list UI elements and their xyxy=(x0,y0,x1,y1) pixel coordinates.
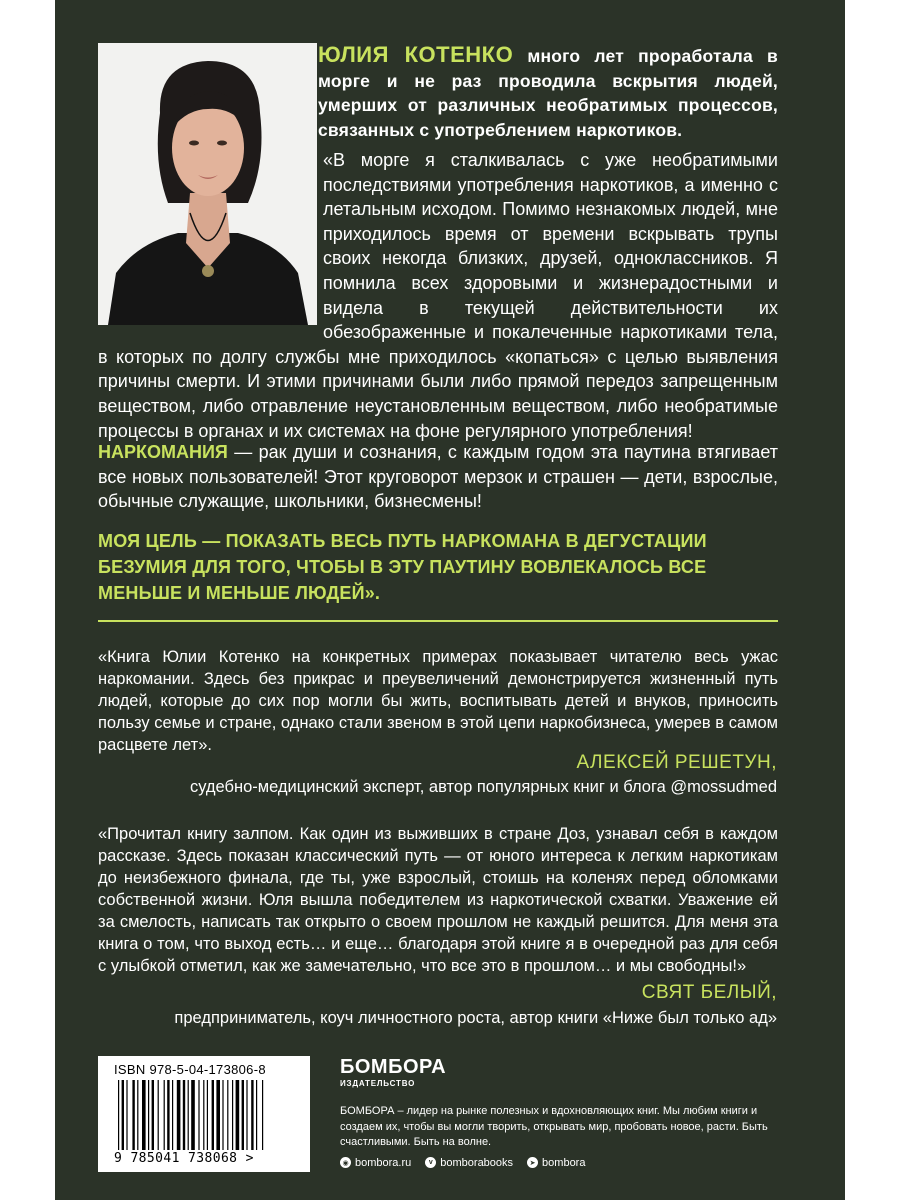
goal-statement: МОЯ ЦЕЛЬ — ПОКАЗАТЬ ВЕСЬ ПУТЬ НАРКОМАНА В ДЕГУСТАЦИИ БЕЗУМИЯ ДЛЯ ТОГО, ЧТОБЫ В ЭТУ ПАУТИНУ ВОВЛЕКАЛОСЬ ВСЕ МЕНЬШЕ И МЕНЬШЕ ЛЮДЕЙ». xyxy=(98,531,707,603)
author-intro xyxy=(318,43,778,142)
barcode-bar xyxy=(198,1080,199,1150)
barcode-bar xyxy=(207,1080,208,1150)
barcode-bar xyxy=(152,1080,154,1150)
barcode-bar xyxy=(158,1080,159,1150)
publisher-subtitle: ИЗДАТЕЛЬСТВО xyxy=(340,1079,416,1088)
barcode-digits: 9 785041 738068 > xyxy=(114,1151,254,1166)
barcode-box xyxy=(98,1056,310,1172)
vk-icon: v xyxy=(425,1157,436,1168)
barcode-bar xyxy=(191,1080,195,1150)
author-intro-text: много лет проработала в морге и не раз проводила вскрытия людей, умерших от различных необратимых процессов, связанных с употреблением наркотиков. xyxy=(318,46,778,140)
barcode-bar xyxy=(227,1080,228,1150)
divider xyxy=(98,620,778,622)
social-link-site[interactable] xyxy=(340,1157,411,1169)
barcode-bars xyxy=(114,1080,296,1150)
review-text: «Прочитал книгу залпом. Как один из выживших в стране Доз, узнавал себя в каждом рассказе. Здесь показан классический путь — от юного интереса к легким наркотикам до неизбежного финала, где ты, уже взрослый, стоишь на коленях перед обломками собственной жизни. Юля вышла победителем из наркотической схватки. Уважение ей за смелость, написать так открыто о своем прошлом не каждый решится. Для меня эта книга о том, что выход есть… и еще… благодаря этой книге я в очередной раз для себя с улыбкой отметил, как же замечательно, что все это в прошлом… и мы свободны!» xyxy=(98,825,778,975)
reviewer-role: судебно-медицинский эксперт, автор популярных книг и блога @mossudmed xyxy=(189,778,777,796)
barcode-bar xyxy=(164,1080,165,1150)
addiction-text: — рак души и сознания, с каждым годом эта паутина втягивает все новых пользователей! Этот круговорот мерзок и страшен — дети, взрослые, обычные служащие, школьники, бизнесмены! xyxy=(98,442,778,511)
social-label: bombora.ru xyxy=(355,1156,412,1169)
reviewer-role: предприниматель, коуч личностного роста, автор книги «Ниже был только ад» xyxy=(174,1009,777,1027)
reviewer-name: АЛЕКСЕЙ РЕШЕТУН, xyxy=(576,752,777,773)
barcode-bar xyxy=(256,1080,257,1150)
barcode-bar xyxy=(242,1080,244,1150)
barcode-bar xyxy=(216,1080,220,1150)
globe-icon: ◉ xyxy=(340,1157,351,1168)
reviewer-name: СВЯТ БЕЛЫЙ, xyxy=(641,982,777,1003)
barcode-bar xyxy=(222,1080,223,1150)
barcode-bar xyxy=(212,1080,214,1150)
barcode-bar xyxy=(251,1080,253,1150)
barcode-bar xyxy=(142,1080,146,1150)
barcode-bar xyxy=(177,1080,181,1150)
barcode-bar xyxy=(126,1080,127,1150)
publisher-block xyxy=(340,1056,780,1169)
social-link-telegram[interactable] xyxy=(527,1157,585,1169)
barcode-bar xyxy=(122,1080,124,1150)
barcode-bar xyxy=(203,1080,204,1150)
publisher-social-links xyxy=(340,1157,780,1169)
barcode-bar xyxy=(183,1080,185,1150)
barcode-bar xyxy=(232,1080,233,1150)
photo-wrap-spacer xyxy=(98,148,323,326)
author-name: ЮЛИЯ КОТЕНКО xyxy=(318,42,514,67)
telegram-icon: ➤ xyxy=(527,1157,538,1168)
author-quote xyxy=(98,148,778,443)
barcode-bar xyxy=(132,1080,134,1150)
barcode-bar xyxy=(188,1080,189,1150)
addiction-paragraph xyxy=(98,440,778,514)
barcode-bar xyxy=(148,1080,149,1150)
book-back-cover xyxy=(55,0,845,1200)
publisher-description: БОМБОРА – лидер на рынке полезных и вдохновляющих книг. Мы любим книги и создаем их, чтобы вы могли творить, открывать мир, пробовать новое, расти. Быть счастливыми. Быть на волне. xyxy=(340,1105,768,1148)
author-quote-text: «В морге я сталкивалась с уже необратимыми последствиями употребления наркотиков, а именно с летальным исходом. Помимо незнакомых людей, мне приходилось время от времени вскрывать трупы своих некогда близких, друзей, одноклассников. Я помнила всех здоровыми и жизнерадостными и видела в текущей действительности их обезображенные и покалеченные наркотиками тела, в которых по долгу службы мне приходилось «копаться» с целью выявления причины смерти. И этими причинами были либо прямой передоз запрещенным веществом, либо отравление неустановленным веществом, либо необратимые процессы в органах и их системах на фоне регулярного употребления! xyxy=(98,150,778,441)
barcode-bar xyxy=(246,1080,247,1150)
barcode-bar xyxy=(262,1080,263,1150)
barcode-bar xyxy=(236,1080,240,1150)
review-text: «Книга Юлии Котенко на конкретных примерах показывает читателю весь ужас наркомании. Здесь без прикрас и преувеличений демонстрируется жизненный путь людей, которые до сих пор могли бы жить, воспитывать детей и внуков, приносить пользу семье и стране, однако стали звеном в этой цепи наркобизнеса, умерев в самом расцвете лет». xyxy=(98,648,778,754)
isbn-number: ISBN 978-5-04-173806-8 xyxy=(114,1062,266,1077)
social-link-vk[interactable] xyxy=(425,1157,513,1169)
barcode-bar xyxy=(118,1080,119,1150)
barcode-bar xyxy=(167,1080,169,1150)
social-label: bomborabooks xyxy=(440,1156,514,1169)
publisher-logo: БОМБОРА xyxy=(340,1056,447,1078)
addiction-term: НАРКОМАНИЯ xyxy=(98,442,228,462)
barcode-bar xyxy=(137,1080,138,1150)
social-label: bombora xyxy=(542,1156,586,1169)
barcode-bar xyxy=(172,1080,173,1150)
